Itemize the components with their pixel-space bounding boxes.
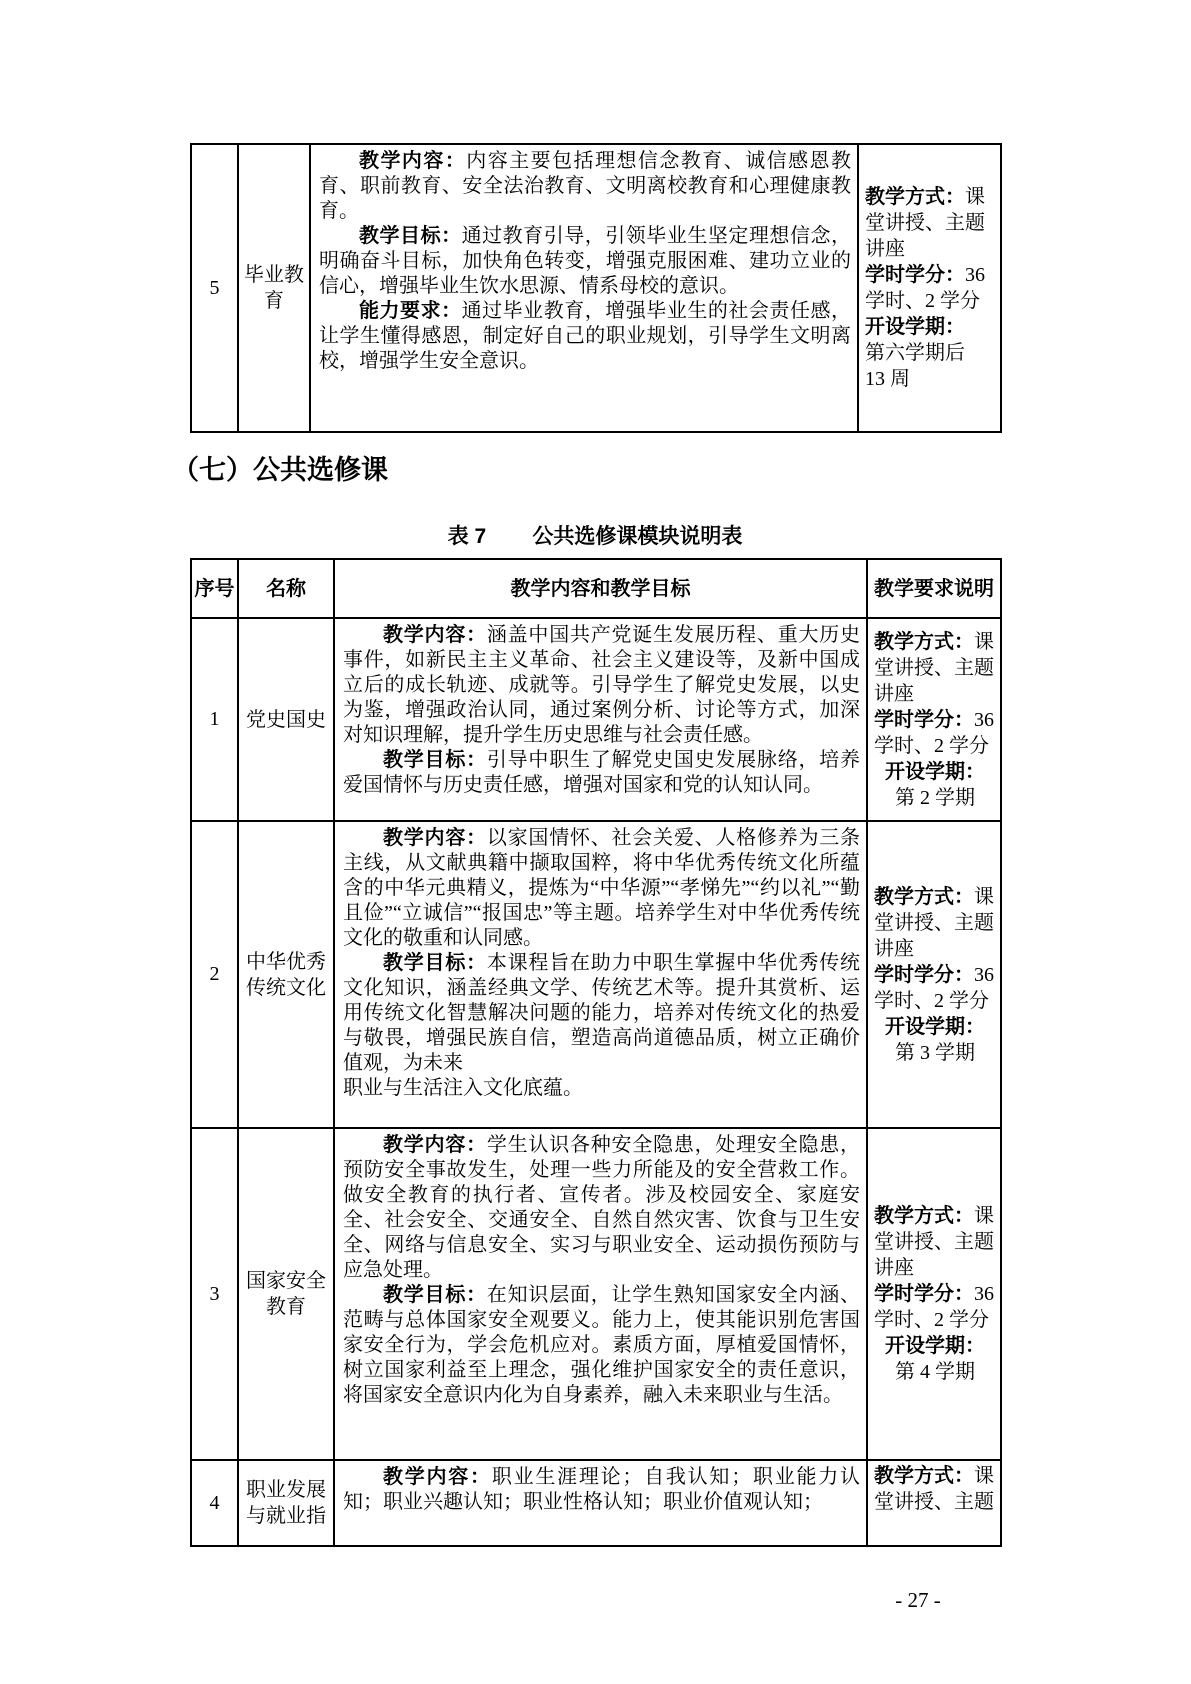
course-name-cell: 中华优秀传统文化	[238, 821, 334, 1128]
paragraph	[319, 149, 851, 224]
paragraph: 教学内容：学生认识各种安全隐患，处理安全隐患，预防安全事故发生，处理一些力所能及的安全营救工作。做安全教育的执行者、宣传者。涉及校园安全、家庭安全、社会安全、交通安全、自然自然灾害、饮食与卫生安全、网络与信息安全、实习与职业安全、运动损伤预防与应急处理。	[343, 1134, 860, 1281]
course-name-cell: 党史国史	[238, 618, 334, 821]
teaching-content-cell	[310, 144, 858, 432]
credit-hours: 学时学分：36 学时、2 学分	[874, 1283, 994, 1331]
serial-cell: 2	[191, 821, 238, 1128]
serial-cell: 5	[191, 144, 238, 432]
teaching-content-cell	[334, 821, 867, 1128]
semester: 开设学期： 第六学期后 13 周	[865, 316, 965, 390]
table-row	[191, 1460, 1001, 1546]
teaching-method: 教学方式：课堂讲授、主题讲座	[874, 1205, 994, 1279]
teaching-method: 教学方式：课堂讲授、主题讲座	[874, 630, 994, 705]
paragraph: 教学目标：本课程旨在助力中职生掌握中华优秀传统文化知识，涵盖经典文学、传统艺术等。提升其赏析、运用传统文化智慧解决问题的能力，培养对传统文化的热爱与敬畏，增强民族自信，塑造高尚道德品质，树立正确价值观，为未来	[343, 952, 860, 1074]
teaching-content-cell	[334, 1460, 867, 1546]
paragraph: 职业与生活注入文化底蕴。	[343, 1077, 583, 1099]
header-name: 名称	[238, 559, 334, 618]
section-heading: （七）公共选修课	[172, 455, 388, 485]
course-name-cell: 毕业教育	[238, 144, 310, 432]
requirements-cell	[867, 618, 1001, 821]
paragraph	[319, 224, 851, 299]
paragraph: 教学目标：引导中职生了解党史国史发展脉络，培养爱国情怀与历史责任感，增强对国家和党的认知认同。	[343, 749, 860, 796]
paragraph	[319, 299, 851, 374]
paragraph-text: 通过教育引导，引领毕业生坚定理想信念，明确奋斗目标，加快角色转变，增强克服困难、建功立业的信心，增强毕业生饮水思源、情系母校的意识。	[319, 225, 851, 297]
requirements-cell	[867, 1460, 1001, 1546]
requirements-cell	[858, 144, 1001, 432]
header-content-goal: 教学内容和教学目标	[334, 559, 867, 618]
header-serial: 序号	[191, 559, 238, 618]
paragraph-text: 内容主要包括理想信念教育、诚信感恩教育、职前教育、安全法治教育、文明离校教育和心理健康教育。	[319, 150, 851, 222]
table-caption-title: 公共选修课模块说明表	[532, 525, 743, 548]
table-header-row	[191, 559, 1001, 618]
page-number: - 27 -	[895, 1588, 941, 1612]
credit-hours: 学时学分：36 学时、2 学分	[874, 963, 994, 1012]
paragraph: 教学目标：在知识层面，让学生熟知国家安全内涵、范畴与总体国家安全观要义。能力上，使其能识别危害国家安全行为，学会危机应对。素质方面，厚植爱国情怀，树立国家利益至上理念，强化维护国家安全的责任意识，将国家安全意识内化为自身素养，融入未来职业与生活。	[343, 1284, 860, 1406]
paragraph: 教学内容：涵盖中国共产党诞生发展历程、重大历史事件，如新民主主义革命、社会主义建设等，及新中国成立后的成长轨迹、成就等。引导学生了解党史发展，以史为鉴，增强政治认同，通过案例分析、讨论等方式，加深对知识理解，提升学生历史思维与社会责任感。	[343, 624, 860, 746]
paragraph-label: 教学内容：	[359, 150, 467, 172]
paragraph-text: 通过毕业教育，增强毕业生的社会责任感，让学生懂得感恩，制定好自己的职业规划，引导学生文明离校，增强学生安全意识。	[319, 300, 851, 372]
serial-cell: 3	[191, 1128, 238, 1460]
course-name-cell: 职业发展与就业指	[238, 1460, 334, 1546]
credit-hours: 学时学分：36 学时、2 学分	[865, 264, 985, 312]
semester: 开设学期： 第 4 学期	[885, 1335, 985, 1383]
table-row	[191, 618, 1001, 821]
paragraph-label: 教学目标：	[359, 225, 462, 247]
semester: 开设学期： 第 3 学期	[885, 1015, 985, 1064]
table-caption	[190, 520, 1000, 550]
requirements-cell	[867, 1128, 1001, 1460]
table-caption-number: 表 7	[447, 525, 487, 548]
credit-hours: 学时学分：36 学时、2 学分	[874, 708, 994, 757]
course-table-continued	[190, 143, 1002, 433]
teaching-content-cell	[334, 1128, 867, 1460]
paragraph: 教学内容：以家国情怀、社会关爱、人格修养为三条主线，从文献典籍中撷取国粹，将中华优秀传统文化所蕴含的中华元典精义，提炼为“中华源”“孝悌先”“约以礼”“勤且俭”“立诚信”“报国忠”等主题。培养学生对中华优秀传统文化的敬重和认同感。	[343, 827, 860, 949]
paragraph-label: 能力要求：	[359, 300, 462, 322]
elective-course-table	[190, 558, 1002, 1547]
serial-cell: 4	[191, 1460, 238, 1546]
course-name-cell: 国家安全教育	[238, 1128, 334, 1460]
teaching-method: 教学方式：课堂讲授、主题讲座	[865, 186, 985, 260]
teaching-content-cell	[334, 618, 867, 821]
teaching-method: 教学方式：课堂讲授、主题	[874, 1465, 994, 1513]
header-requirements: 教学要求说明	[867, 559, 1001, 618]
teaching-method: 教学方式：课堂讲授、主题讲座	[874, 885, 994, 960]
semester: 开设学期： 第 2 学期	[885, 760, 985, 809]
table-row	[191, 144, 1001, 432]
paragraph: 教学内容：职业生涯理论；自我认知；职业能力认知；职业兴趣认知；职业性格认知；职业价值观认知；	[343, 1466, 860, 1513]
table-row	[191, 1128, 1001, 1460]
table-row	[191, 821, 1001, 1128]
serial-cell: 1	[191, 618, 238, 821]
requirements-cell	[867, 821, 1001, 1128]
